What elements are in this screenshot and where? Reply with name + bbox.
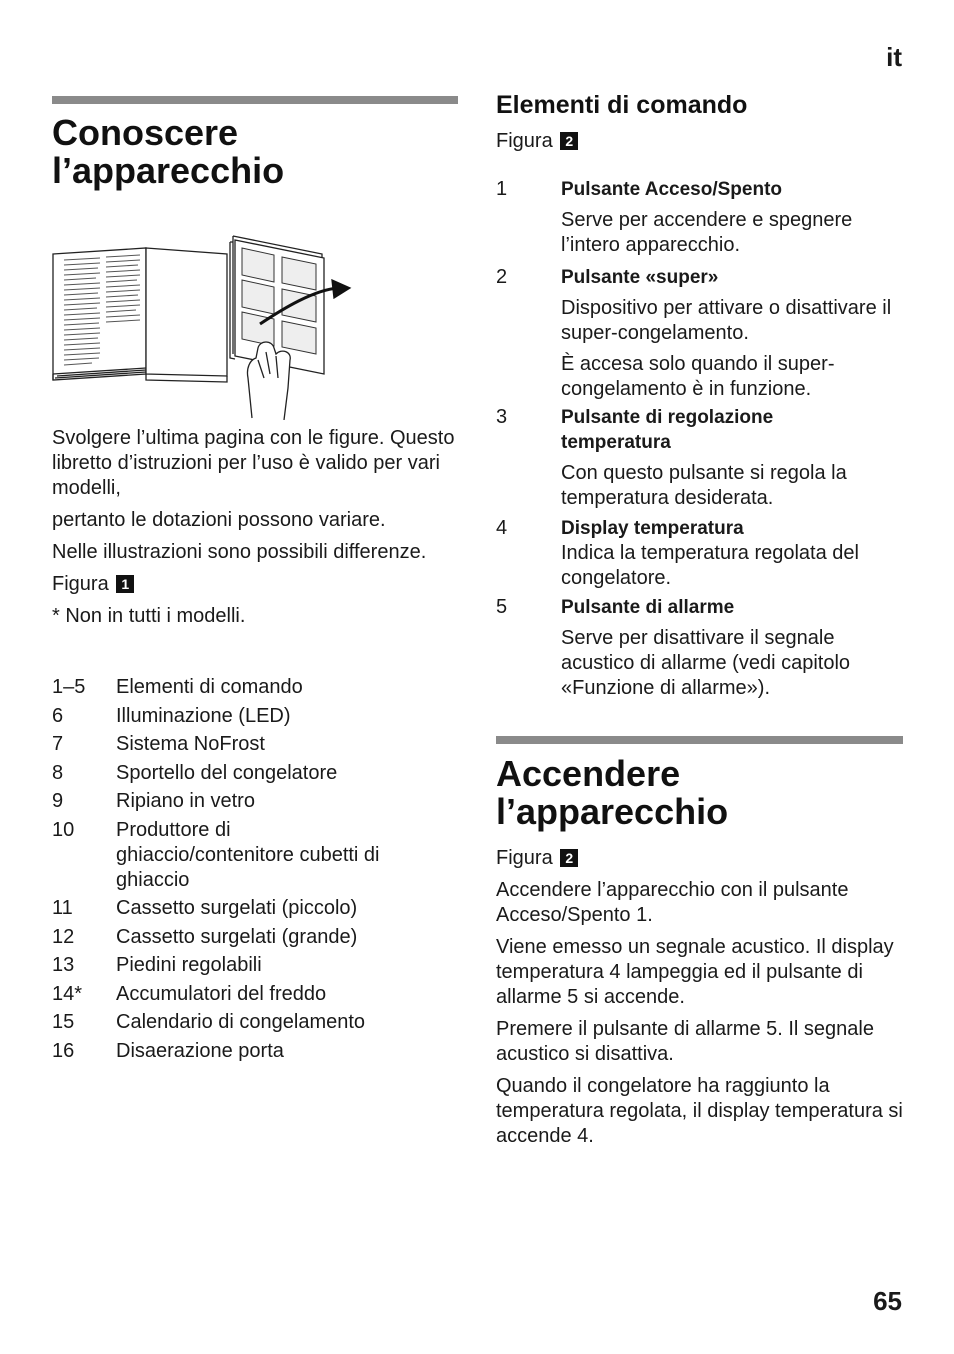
list-item <box>52 704 412 729</box>
item-text: Cassetto surgelati (grande) <box>116 925 358 948</box>
figure-reference <box>52 572 458 597</box>
page-number: 65 <box>873 1286 902 1316</box>
list-item <box>52 953 412 978</box>
list-item <box>52 818 412 893</box>
item-number: 1 <box>496 178 508 200</box>
section-title-elementi: Elementi di comando <box>496 91 748 119</box>
item-number: 12 <box>52 925 75 948</box>
section-rule <box>52 96 458 104</box>
item-number: 15 <box>52 1011 75 1033</box>
control-item <box>496 516 903 591</box>
item-text: Piedini regolabili <box>116 954 262 976</box>
booklet-drawing <box>52 228 358 420</box>
item-number: 13 <box>52 954 75 976</box>
intro-paragraph: Nelle illustrazioni sono possibili differenze. <box>52 541 427 563</box>
control-label: Display temperatura <box>561 518 744 539</box>
list-item <box>52 675 412 700</box>
list-item <box>52 761 412 786</box>
figure-number-badge: 2 <box>560 849 578 867</box>
figure-number-badge: 2 <box>560 132 578 150</box>
footnote: * Non in tutti i modelli. <box>52 605 246 627</box>
section-title-conoscere: Conoscere l’apparecchio <box>52 112 285 191</box>
figure-number-badge: 1 <box>116 575 134 593</box>
intro-block <box>52 426 458 636</box>
item-number: 1–5 <box>52 676 86 698</box>
control-label: Pulsante di regolazione temperatura <box>561 407 774 453</box>
item-number: 16 <box>52 1039 75 1062</box>
item-number: 2 <box>496 266 508 288</box>
control-item <box>496 405 903 511</box>
item-text: Elementi di comando <box>116 676 303 698</box>
control-description: Serve per accendere e spegnere l’intero apparecchio. <box>561 209 853 256</box>
list-item <box>52 732 412 757</box>
booklet-illustration <box>52 228 358 420</box>
item-text: Accumulatori del freddo <box>116 982 327 1005</box>
intro-paragraph: pertanto le dotazioni possono variare. <box>52 509 386 531</box>
item-number: 14* <box>52 982 83 1005</box>
figure-label: Figura <box>496 847 553 869</box>
figure-reference <box>496 129 903 154</box>
section-title-accendere: Accendere l’apparecchio <box>496 753 729 832</box>
body-paragraph: Premere il pulsante di allarme 5. Il segnale acustico si disattiva. <box>496 1018 874 1065</box>
control-item <box>496 265 903 402</box>
item-text: Calendario di congelamento <box>116 1011 366 1033</box>
list-item <box>52 896 412 921</box>
item-text: Ripiano in vetro <box>116 790 255 812</box>
controls-list <box>496 177 903 701</box>
item-number: 5 <box>496 596 508 618</box>
item-number: 9 <box>52 790 64 812</box>
item-number: 7 <box>52 733 64 755</box>
control-label: Pulsante «super» <box>561 267 719 288</box>
body-paragraph: Accendere l’apparecchio con il pulsante Acceso/Spento 1. <box>496 879 849 926</box>
control-label: Pulsante di allarme <box>561 597 735 618</box>
list-item <box>52 789 412 814</box>
list-item <box>52 1039 412 1064</box>
list-item <box>52 925 412 950</box>
control-item <box>496 177 903 258</box>
item-text: Sistema NoFrost <box>116 733 265 755</box>
item-text: Sportello del congelatore <box>116 761 338 784</box>
control-description: Indica la temperatura regolata del congelatore. <box>561 542 859 589</box>
item-number: 6 <box>52 704 64 727</box>
intro-paragraph: Svolgere l’ultima pagina con le figure. Questo libretto d’istruzioni per l’uso è valido per vari modelli, <box>52 427 455 499</box>
item-text: Cassetto surgelati (piccolo) <box>116 897 358 919</box>
figure-label: Figura <box>496 130 553 152</box>
body-paragraph: Quando il congelatore ha raggiunto la temperatura regolata, il display temperatura si accende 4. <box>496 1075 903 1147</box>
item-number: 8 <box>52 761 64 784</box>
control-label: Pulsante Acceso/Spento <box>561 179 783 200</box>
control-description: Serve per disattivare il segnale acustico di allarme (vedi capitolo «Funzione di allarme»). <box>561 627 851 699</box>
item-number: 10 <box>52 818 75 841</box>
figure-label: Figura <box>52 573 109 595</box>
item-text: Produttore di ghiaccio/contenitore cubetti di ghiaccio <box>116 818 380 891</box>
control-description: Dispositivo per attivare o disattivare il super-congelamento. <box>561 297 892 344</box>
section-rule <box>496 736 903 744</box>
control-description: È accesa solo quando il super-congelamento è in funzione. <box>561 353 835 400</box>
item-number: 11 <box>52 897 73 919</box>
control-description: Con questo pulsante si regola la temperatura desiderata. <box>561 462 847 509</box>
item-number: 4 <box>496 517 508 539</box>
item-number: 3 <box>496 406 508 428</box>
item-text: Illuminazione (LED) <box>116 704 291 727</box>
list-item <box>52 982 412 1007</box>
parts-list <box>52 675 412 1067</box>
body-paragraph: Viene emesso un segnale acustico. Il display temperatura 4 lampeggia ed il pulsante di allarme 5 si accende. <box>496 936 894 1008</box>
list-item <box>52 1010 412 1035</box>
language-code: it <box>886 42 902 72</box>
figure-reference <box>496 846 903 871</box>
item-text: Disaerazione porta <box>116 1039 284 1062</box>
switch-on-block <box>496 846 903 1156</box>
control-item <box>496 595 903 701</box>
